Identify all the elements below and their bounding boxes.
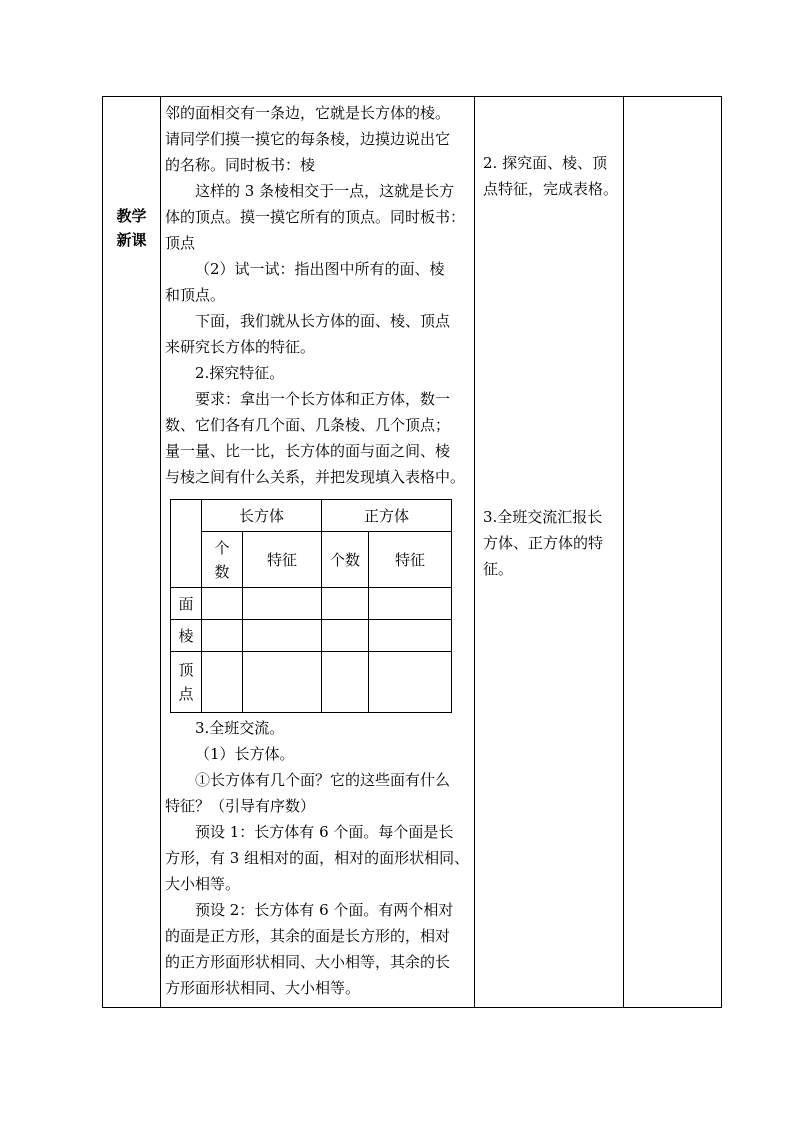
table-corner-cell — [171, 500, 202, 588]
text-line: 下面，我们就从长方体的面、棱、顶点 — [195, 312, 451, 330]
text-line: 大小相等。 — [165, 875, 241, 893]
table-group-header: 正方体 — [322, 500, 452, 532]
text-line: 与棱之间有什么关系，并把发现填入表格中。 — [165, 468, 466, 486]
section-label-line: 新课 — [116, 231, 147, 249]
lesson-table — [102, 96, 722, 1008]
column-divider — [474, 97, 475, 1007]
text-line: 请同学们摸一摸它的每条棱，边摸边说出它 — [165, 130, 451, 148]
column-divider — [160, 97, 161, 1007]
table-subheader — [202, 532, 243, 588]
text-line: （2）试一试：指出图中所有的面、棱 — [195, 260, 445, 278]
text-line: 预设 2：长方体有 6 个面。有两个相对 — [195, 901, 454, 919]
text-line: 方形面形状相同、大小相等。 — [165, 979, 361, 997]
table-cell — [322, 588, 369, 620]
section-label-line: 教学 — [116, 207, 147, 225]
table-subheader: 特征 — [369, 532, 452, 588]
text-line: 的名称。同时板书：棱 — [165, 156, 316, 174]
side-note-line: 点特征，完成表格。 — [483, 180, 619, 198]
text-line: 数、它们各有几个面、几条棱、几个顶点； — [165, 416, 451, 434]
text-line: 这样的 3 条棱相交于一点，这就是长方 — [195, 182, 455, 200]
table-cell — [369, 588, 452, 620]
text-line: 方形，有 3 组相对的面，相对的面形状相同、 — [165, 849, 470, 867]
table-subheader: 个数 — [322, 532, 369, 588]
table-row-label-vertical: 顶点 — [178, 661, 194, 703]
text-line: 要求：拿出一个长方体和正方体，数一 — [195, 390, 451, 408]
table-cell — [243, 652, 322, 713]
table-cell — [322, 652, 369, 713]
text-line: 预设 1：长方体有 6 个面。每个面是长 — [195, 823, 454, 841]
side-note-line: 3.全班交流汇报长 — [483, 508, 603, 526]
lesson-text — [165, 715, 469, 1001]
text-line: 2.探究特征。 — [195, 364, 285, 382]
table-cell — [369, 620, 452, 652]
table-cell — [202, 620, 243, 652]
text-line: 的面是正方形，其余的面是长方形的，相对 — [165, 927, 451, 945]
table-group-header: 长方体 — [202, 500, 322, 532]
text-line: （1）长方体。 — [195, 745, 295, 763]
table-cell — [202, 652, 243, 713]
text-line: 和顶点。 — [165, 286, 226, 304]
text-line: 的正方形面形状相同、大小相等，其余的长 — [165, 953, 451, 971]
table-row-label: 棱 — [171, 620, 202, 652]
table-cell — [322, 620, 369, 652]
table-cell — [243, 620, 322, 652]
feature-table — [170, 499, 452, 713]
table-subheader: 特征 — [243, 532, 322, 588]
text-line: 来研究长方体的特征。 — [165, 338, 316, 356]
column-divider — [623, 97, 624, 1007]
text-line: 量一量、比一比，长方体的面与面之间、棱 — [165, 442, 451, 460]
side-note-line: 2. 探究面、棱、顶 — [483, 154, 608, 172]
table-row-label: 面 — [171, 588, 202, 620]
text-line: 特征？（引导有序数） — [165, 797, 316, 815]
text-line: 顶点 — [165, 234, 196, 252]
side-note-line: 征。 — [483, 560, 514, 578]
lesson-text — [165, 100, 465, 490]
text-line: 体的顶点。摸一摸它所有的顶点。同时板书： — [165, 208, 466, 226]
side-note-line: 方体、正方体的特 — [483, 534, 604, 552]
text-line: 3.全班交流。 — [195, 719, 285, 737]
table-cell — [369, 652, 452, 713]
table-cell — [243, 588, 322, 620]
table-subheader-count: 个数 — [214, 538, 230, 581]
table-row-label — [171, 652, 202, 713]
side-note — [483, 150, 618, 202]
text-line: ①长方体有几个面？它的这些面有什么 — [195, 771, 451, 789]
text-line: 邻的面相交有一条边，它就是长方体的棱。 — [165, 104, 451, 122]
table-cell — [202, 588, 243, 620]
section-label — [103, 204, 160, 252]
side-note — [483, 504, 603, 582]
